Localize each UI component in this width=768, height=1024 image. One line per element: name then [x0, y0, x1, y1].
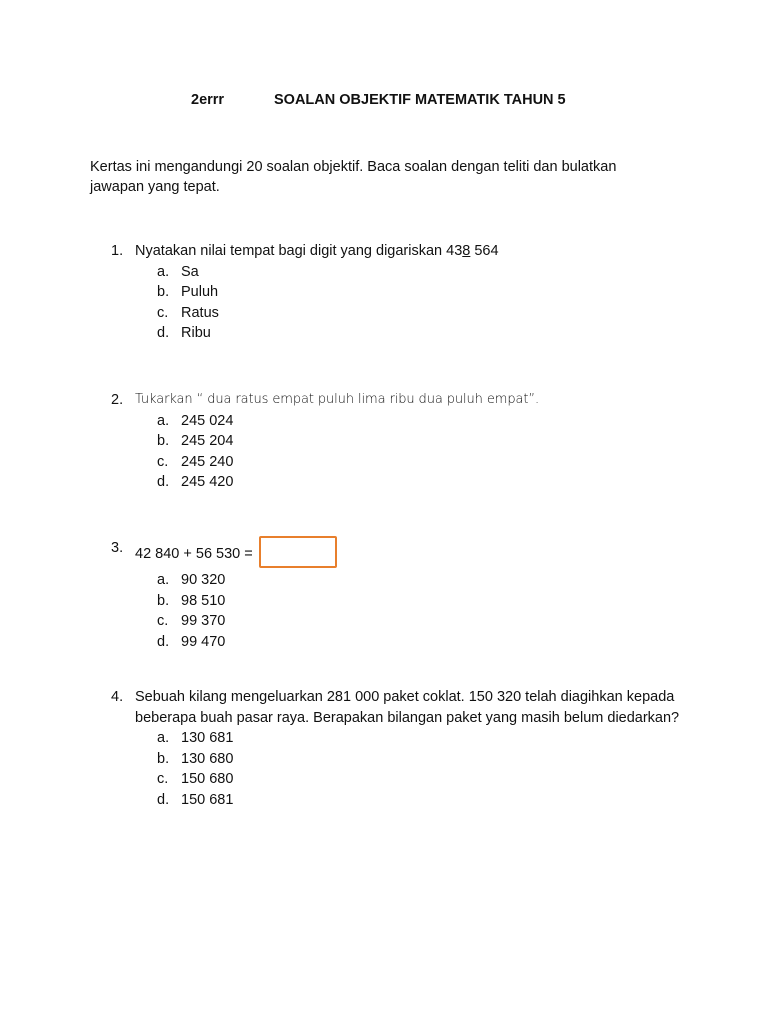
option-letter: a.	[157, 730, 170, 746]
question-number: 4.	[111, 689, 124, 705]
option-text: 99 370	[181, 613, 226, 629]
option-c[interactable]	[157, 452, 691, 473]
option-d[interactable]	[157, 632, 691, 653]
question-1	[111, 241, 691, 344]
option-letter: d.	[157, 791, 170, 808]
option-c[interactable]	[157, 769, 691, 790]
question-number: 2.	[111, 392, 124, 408]
option-letter: c.	[157, 304, 169, 321]
option-letter: a.	[157, 572, 170, 588]
question-3	[111, 538, 691, 652]
question-stem: Sebuah kilang mengeluarkan 281 000 paket coklat. 150 320 telah diagihkan kepada beberapa buah pasar raya. Berapakan bilangan paket yang masih belum diedarkan?	[135, 689, 680, 726]
option-text: 98 510	[181, 592, 226, 609]
options-list	[111, 728, 691, 810]
answer-box[interactable]	[259, 536, 337, 568]
option-text: 245 420	[181, 474, 234, 490]
option-letter: b.	[157, 750, 170, 767]
option-c[interactable]	[157, 303, 691, 324]
question-number: 3.	[111, 540, 124, 556]
options-list	[111, 411, 691, 493]
option-a[interactable]	[157, 728, 691, 749]
option-text: 150 680	[181, 771, 234, 787]
instructions-paragraph: Kertas ini mengandungi 20 soalan objektif. Baca soalan dengan teliti dan bulatkan jawapan yang tepat.	[90, 159, 617, 195]
option-letter: d.	[157, 474, 170, 490]
option-d[interactable]	[157, 790, 691, 811]
option-text: 245 240	[181, 453, 234, 470]
option-b[interactable]	[157, 431, 691, 452]
option-b[interactable]	[157, 282, 691, 303]
question-4	[111, 687, 691, 810]
document-code: 2errr	[191, 92, 225, 108]
stem-text: 42 840 + 56 530 =	[135, 545, 253, 562]
options-list	[111, 570, 691, 652]
option-a[interactable]	[157, 570, 691, 591]
option-text: 245 024	[181, 412, 234, 429]
option-d[interactable]	[157, 323, 691, 344]
option-letter: c.	[157, 453, 169, 470]
option-letter: b.	[157, 592, 170, 609]
document-header	[0, 92, 768, 112]
option-text: 130 681	[181, 730, 234, 746]
option-text: 99 470	[181, 633, 226, 650]
option-b[interactable]	[157, 749, 691, 770]
question-stem	[135, 538, 691, 570]
underlined-digit: 8	[462, 243, 471, 259]
option-letter: c.	[157, 771, 169, 787]
question-number: 1.	[111, 243, 124, 259]
stem-text: Nyatakan nilai tempat bagi digit yang digariskan 43	[135, 243, 463, 259]
stem-text-end: 564	[470, 243, 499, 259]
option-b[interactable]	[157, 591, 691, 612]
option-text: Ribu	[181, 325, 211, 341]
option-c[interactable]	[157, 611, 691, 632]
option-text: 150 681	[181, 791, 234, 808]
option-letter: a.	[157, 263, 170, 280]
document-title: SOALAN OBJEKTIF MATEMATIK TAHUN 5	[274, 92, 566, 108]
option-d[interactable]	[157, 472, 691, 493]
option-letter: b.	[157, 284, 170, 300]
option-letter: d.	[157, 633, 170, 650]
option-text: 245 204	[181, 433, 234, 449]
option-a[interactable]	[157, 262, 691, 283]
option-text: Ratus	[181, 304, 219, 321]
option-text: Puluh	[181, 284, 219, 300]
option-letter: b.	[157, 433, 170, 449]
option-a[interactable]	[157, 411, 691, 432]
option-text: 90 320	[181, 572, 226, 588]
option-text: 130 680	[181, 750, 234, 767]
option-letter: d.	[157, 325, 170, 341]
question-2	[111, 390, 691, 493]
option-letter: a.	[157, 412, 170, 429]
question-stem: Tukarkan “ dua ratus empat puluh lima ribu dua puluh empat”.	[135, 392, 540, 407]
option-text: Sa	[181, 263, 199, 280]
question-stem	[135, 241, 691, 262]
option-letter: c.	[157, 613, 169, 629]
options-list	[111, 262, 691, 344]
